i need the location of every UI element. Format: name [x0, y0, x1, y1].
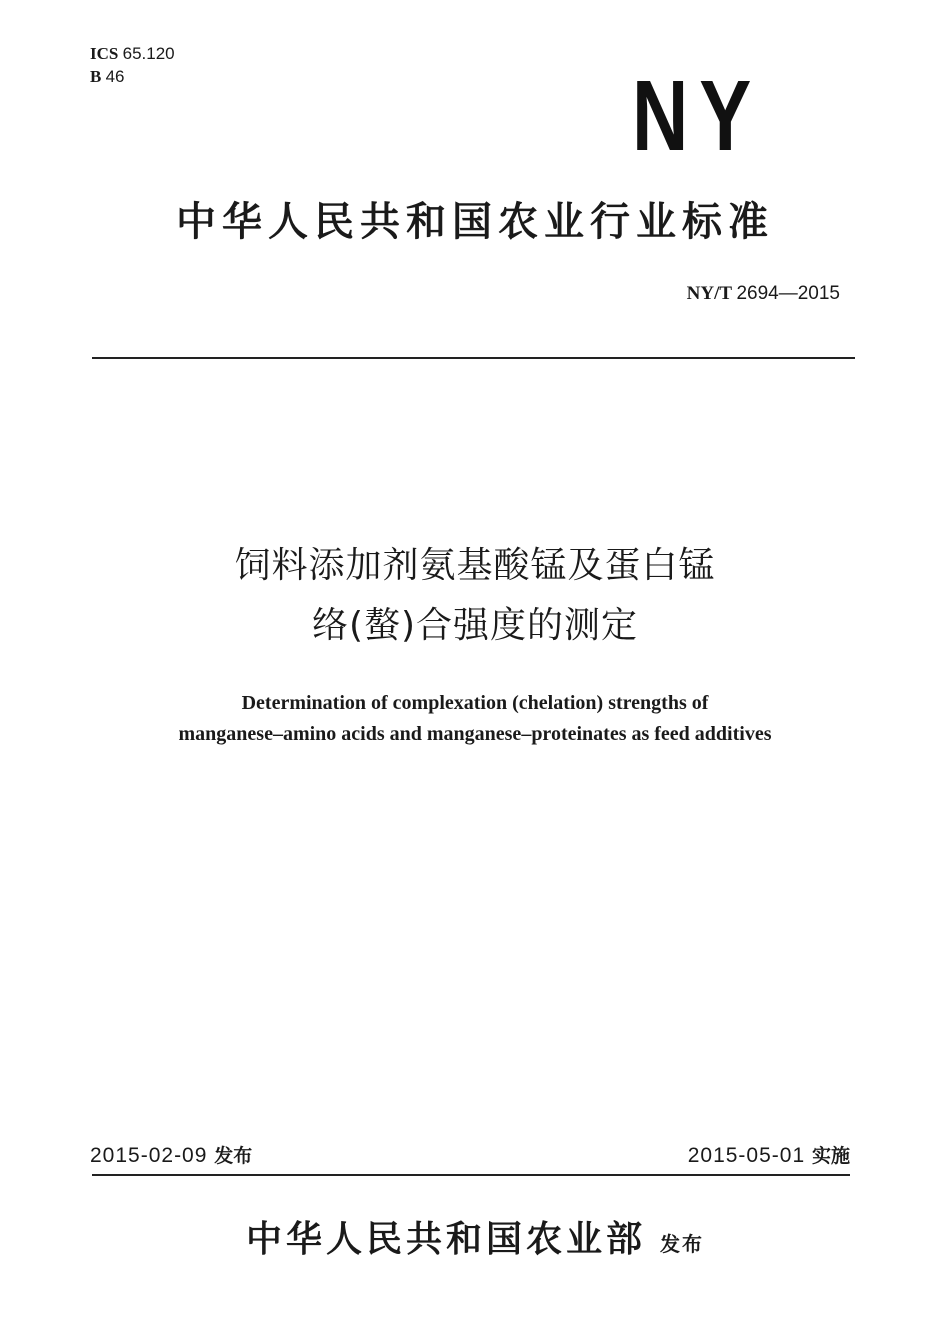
issue-date-label: 发布: [214, 1145, 253, 1167]
implementation-date-label: 实施: [811, 1145, 850, 1167]
publisher-name: 中华人民共和国农业部: [245, 1218, 646, 1260]
ny-logo: NY: [632, 60, 763, 172]
ccs-label: B: [90, 67, 102, 86]
ccs-code: [90, 67, 125, 87]
chinese-title-line-1: 饲料添加剂氨基酸锰及蛋白锰: [234, 545, 716, 586]
top-divider: [92, 357, 855, 359]
issue-date-value: 2015-02-09: [90, 1144, 208, 1167]
issue-date: [90, 1143, 252, 1169]
publisher-action: 发布: [660, 1232, 704, 1256]
standard-number: [687, 283, 840, 305]
ccs-value: 46: [105, 67, 125, 86]
standard-number-value: 2694—2015: [736, 283, 840, 304]
english-title-line-2: manganese–amino acids and manganese–proteinates as feed additives: [178, 723, 772, 745]
english-title-line-1: Determination of complexation (chelation) strengths of: [241, 692, 709, 714]
standard-number-prefix: NY/T: [686, 283, 732, 304]
ics-label: ICS: [90, 44, 119, 63]
implementation-date: [688, 1143, 850, 1169]
implementation-date-value: 2015-05-01: [687, 1144, 806, 1167]
ics-value: 65.120: [122, 44, 175, 63]
publisher: [0, 1217, 950, 1266]
bottom-divider: [92, 1174, 850, 1176]
chinese-title-line-2: 络(螯)合强度的测定: [311, 605, 639, 646]
ics-code: [90, 44, 175, 64]
standard-category: 中华人民共和国农业行业标准: [176, 199, 774, 245]
